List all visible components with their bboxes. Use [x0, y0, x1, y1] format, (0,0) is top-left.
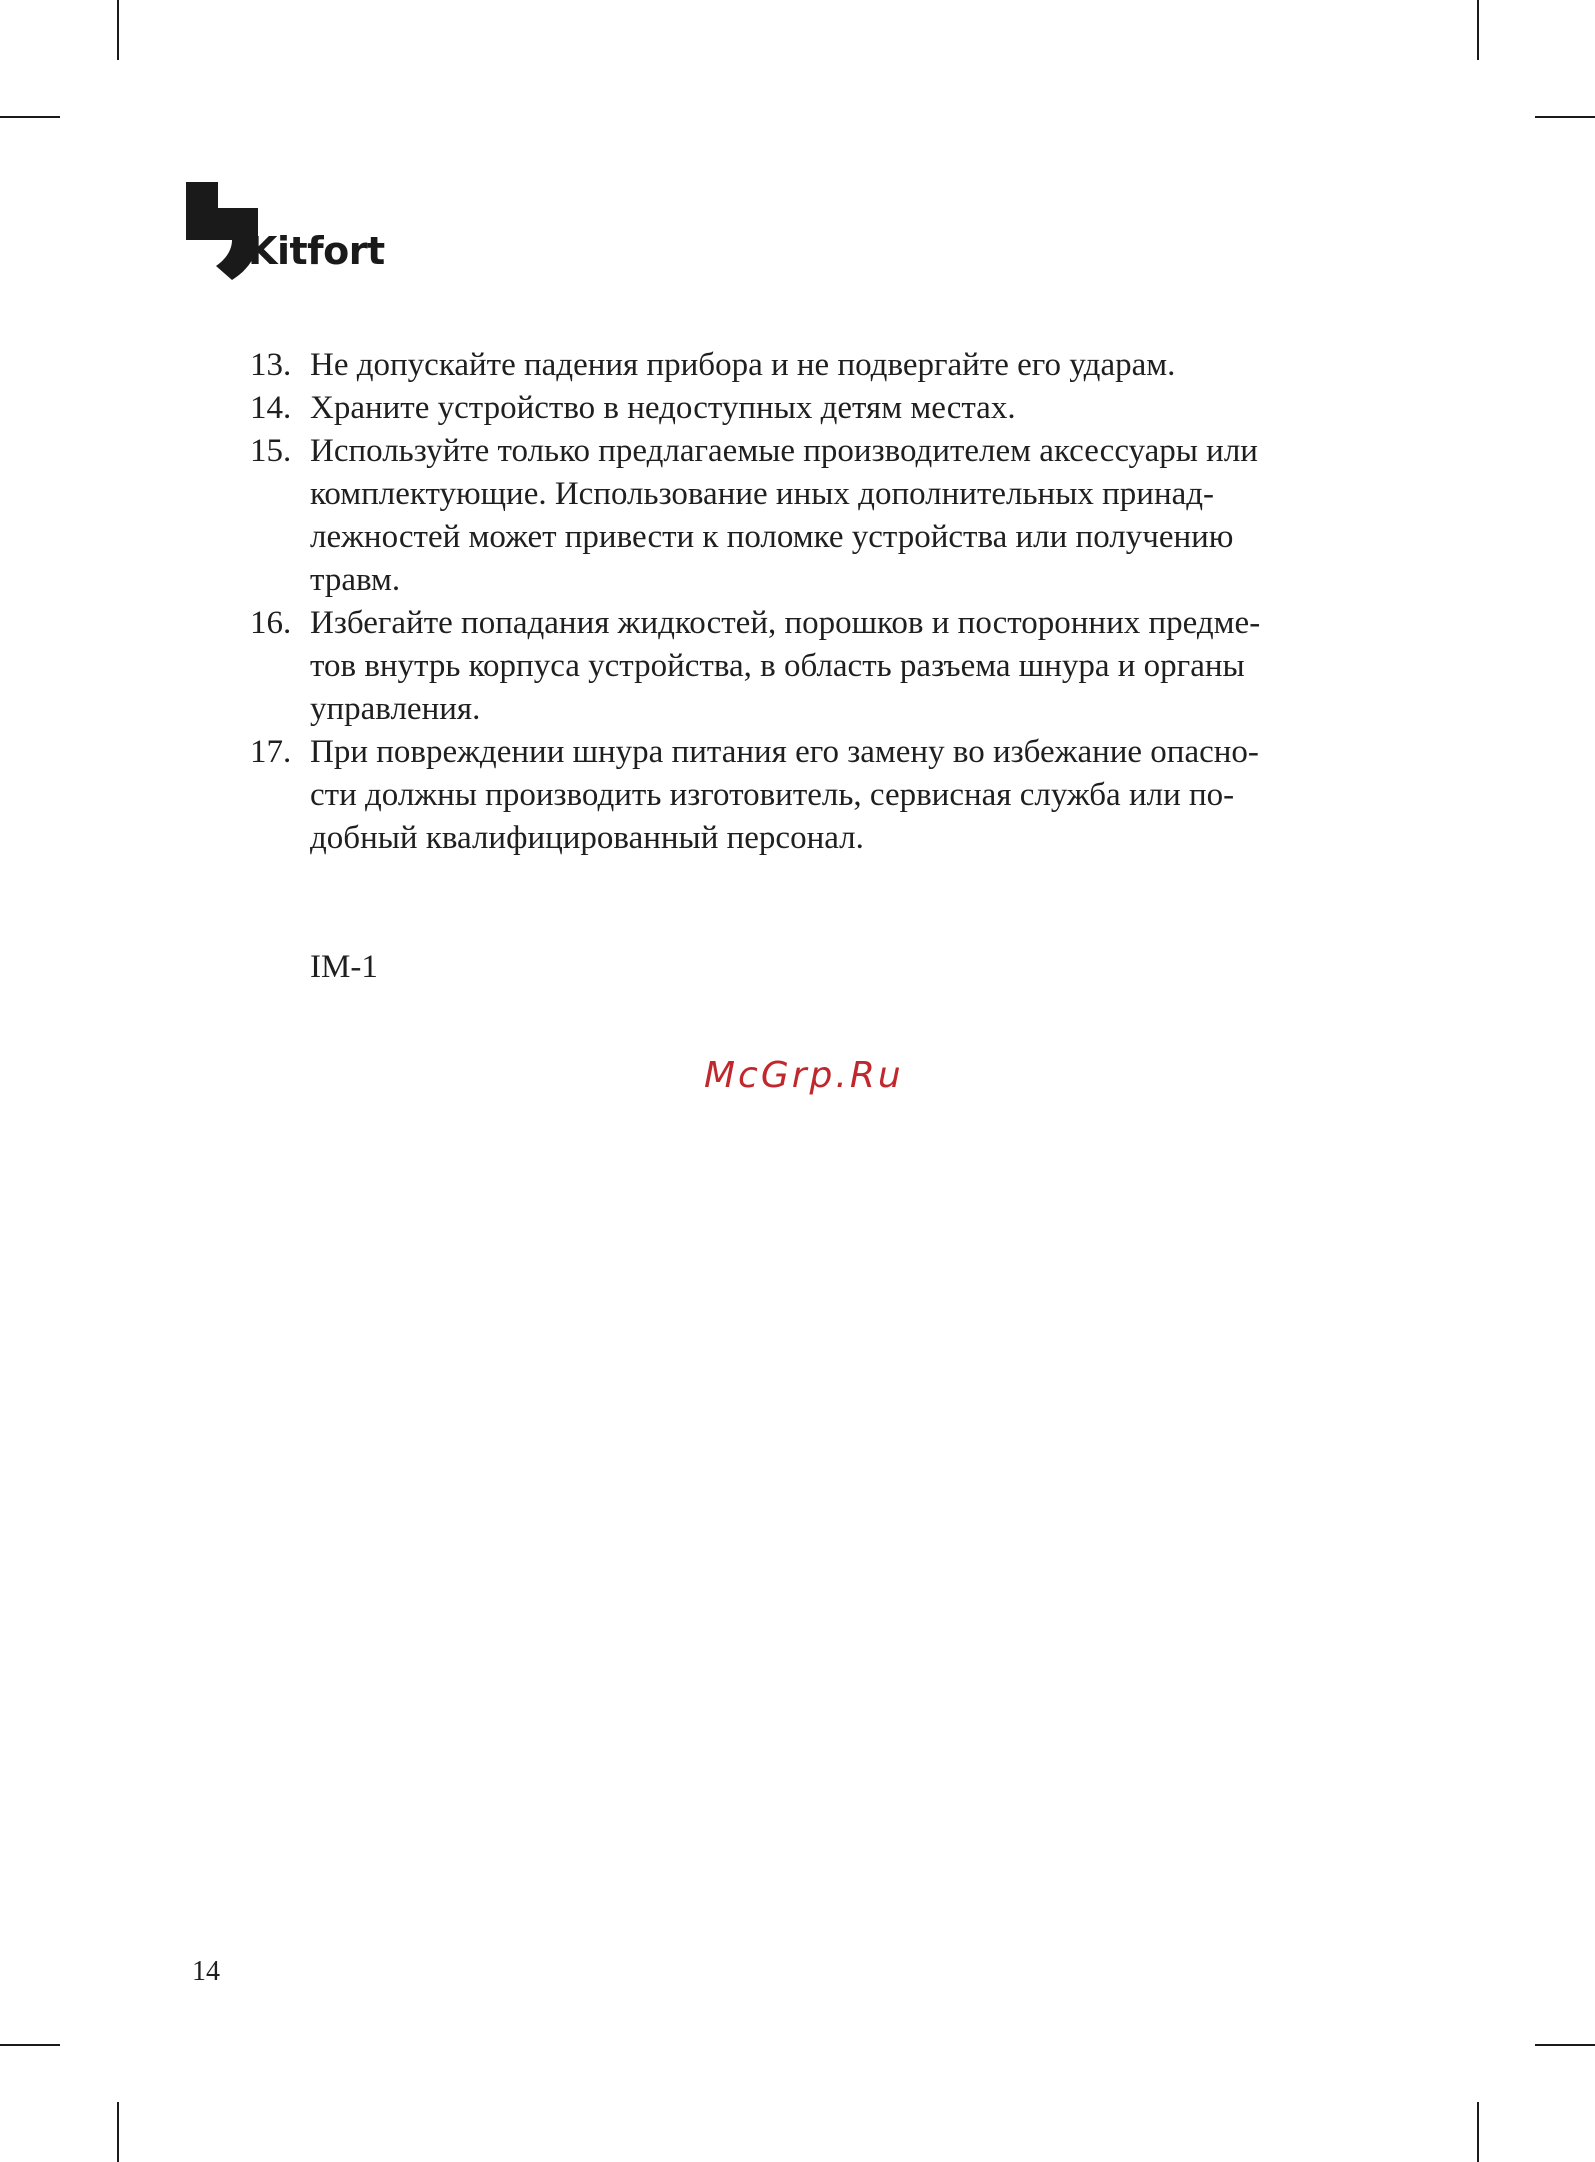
item-number: 17. — [250, 734, 292, 770]
crop-mark-bottom-left — [117, 2102, 119, 2162]
crop-mark-right-bottom — [1535, 2044, 1595, 2046]
item-text-line: лежностей может привести к поломке устройства или получению — [310, 519, 1234, 555]
crop-mark-top-left — [117, 0, 119, 60]
kitfort-logo — [186, 182, 386, 282]
watermark: McGrp.Ru — [704, 1055, 904, 1096]
crop-mark-top-right — [1477, 0, 1479, 60]
item-number: 15. — [250, 433, 292, 469]
safety-rules-list — [250, 344, 1360, 860]
crop-mark-left-top — [0, 116, 60, 118]
item-text-line: травм. — [310, 562, 401, 598]
list-item — [250, 344, 1360, 387]
document-code: IM-1 — [310, 949, 378, 985]
item-text-line: добный квалифицированный персонал. — [310, 820, 864, 856]
item-text-line: При повреждении шнура питания его замену во избежание опасно- — [310, 734, 1259, 770]
item-text-line: тов внутрь корпуса устройства, в область разъема шнура и органы — [310, 648, 1245, 684]
item-text-line: управления. — [310, 691, 481, 727]
brand-name: Kitfort — [248, 229, 385, 273]
list-item — [250, 731, 1360, 860]
item-text-line: Используйте только предлагаемые производителем аксессуары или — [310, 433, 1258, 469]
item-number: 14. — [250, 390, 292, 426]
item-text-line: комплектующие. Использование иных дополнительных принад- — [310, 476, 1215, 512]
crop-mark-bottom-right — [1477, 2102, 1479, 2162]
list-item — [250, 387, 1360, 430]
crop-mark-right-top — [1535, 116, 1595, 118]
item-text-line: Избегайте попадания жидкостей, порошков и посторонних предме- — [310, 605, 1261, 641]
item-text-line: сти должны производить изготовитель, сервисная служба или по- — [310, 777, 1235, 813]
crop-mark-left-bottom — [0, 2044, 60, 2046]
list-item — [250, 602, 1360, 731]
page-number: 14 — [192, 1956, 220, 1987]
item-text-line: Храните устройство в недоступных детям местах. — [310, 390, 1016, 426]
item-text-line: Не допускайте падения прибора и не подвергайте его ударам. — [310, 347, 1176, 383]
item-number: 13. — [250, 347, 292, 383]
list-item — [250, 430, 1360, 602]
item-number: 16. — [250, 605, 292, 641]
